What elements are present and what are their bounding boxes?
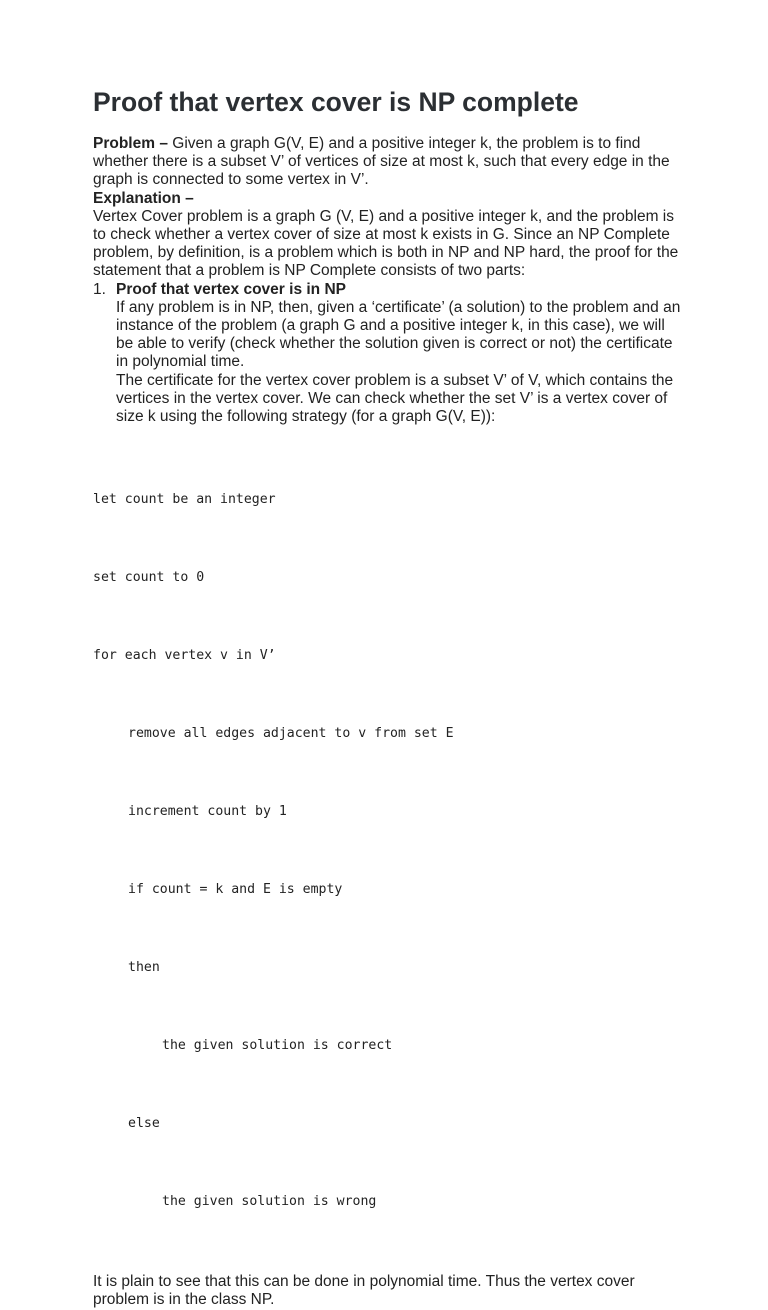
- list-item-number: 1.: [93, 280, 106, 298]
- list-item-heading: Proof that vertex cover is in NP: [116, 280, 346, 298]
- explanation-text: Vertex Cover problem is a graph G (V, E) and a positive integer k, and the problem is to check whether a vertex cover of size at most k exists in G. Since an NP Complete problem, by definition, is a problem which is both in NP and NP hard, the proof for the statement that a problem is NP Complete consists of two parts:: [93, 207, 679, 280]
- code-line: else: [128, 1116, 160, 1132]
- code-line: then: [128, 960, 160, 976]
- problem-label: Problem –: [93, 135, 168, 152]
- code-line: increment count by 1: [128, 804, 287, 820]
- pseudocode-block: [93, 435, 683, 1267]
- code-line: if count = k and E is empty: [128, 882, 343, 898]
- list-item-paragraph: The certificate for the vertex cover problem is a subset V’ of V, which contains the vertices in the vertex cover. We can check whether the set V’ is a vertex cover of size k using the following strategy (for a graph G(V, E)):: [116, 371, 674, 426]
- conclusion-paragraph: It is plain to see that this can be done in polynomial time. Thus the vertex cover problem is in the class NP.: [93, 1273, 635, 1309]
- list-item: [93, 281, 683, 427]
- code-line: for each vertex v in V’: [93, 648, 276, 664]
- problem-paragraph: [93, 135, 683, 190]
- code-line: remove all edges adjacent to v from set E: [128, 726, 454, 742]
- problem-text: Given a graph G(V, E) and a positive integer k, the problem is to find whether there is a subset V’ of vertices of size at most k, such that every edge in the graph is connected to some vertex in V’.: [93, 135, 670, 189]
- list-item-body: [116, 281, 683, 427]
- code-line: set count to 0: [93, 570, 205, 586]
- document-page: [93, 86, 683, 1310]
- list-item-paragraph: If any problem is in NP, then, given a ‘certificate’ (a solution) to the problem and an instance of the problem (a graph G and a positive integer k, in this case), we will be able to verify (check whether the solution given is correct or not) the certificate in polynomial time.: [116, 298, 681, 371]
- code-line: the given solution is correct: [162, 1038, 393, 1054]
- page-title: Proof that vertex cover is NP complete: [93, 87, 579, 117]
- code-line: let count be an integer: [93, 492, 276, 508]
- explanation-label: Explanation –: [93, 189, 194, 207]
- proof-list: [93, 281, 683, 427]
- code-line: the given solution is wrong: [162, 1194, 377, 1210]
